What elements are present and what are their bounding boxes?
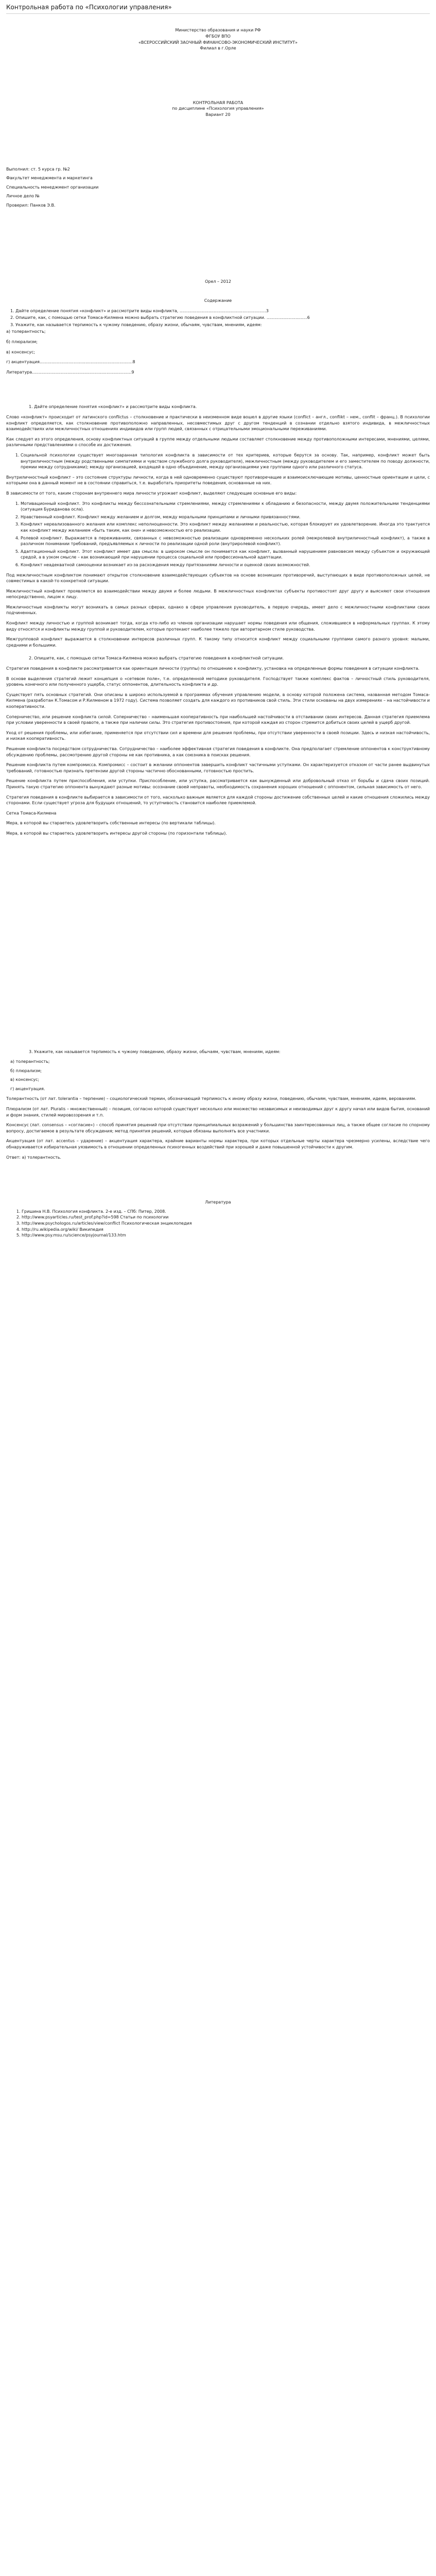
paragraph: Межличностный конфликт проявляется во взаимодействии между двумя и более людьми. В межличностных конфликтах субъекты противостоят друг другу и выясняют свои отношения непосредственно, лицом к лицу. [6,588,430,600]
variant-line: Вариант 20 [205,112,231,117]
option-b: б) плюрализм; [10,1068,42,1073]
title-page [6,19,430,284]
discipline-line: по дисциплине «Психология управления» [172,106,264,111]
specialty-line: Специальность менеджмент организации [6,184,99,190]
section-1-heading: 1. Дайте определение понятия «конфликт» и рассмотрите виды конфликта. [29,404,197,410]
ministry-line: Министерство образования и науки РФ [175,28,261,33]
section-3-heading: 3. Укажите, как называется терпимость к чужому поведению, образу жизни, обычаям, чувствам, мнениям, идеям: [29,1049,281,1054]
paragraph: Как следует из этого определения, основу конфликтных ситуаций в группе между отдельными людьми составляет столкновение между противоположными интересами, мнениями, целями, различными представлениями о способе их достижения. [6,436,430,448]
paragraph: В зависимости от того, каким сторонам внутреннего мира личности угрожает конфликт, выделяют следующие основные его виды: [6,490,297,496]
paragraph: Стратегия поведения в конфликте рассматривается как ориентация личности (группы) по отношению к конфликту, установка на определенные формы поведения в ситуации конфликта. [6,666,420,671]
toc-literature: Литература............................................................................9 [6,369,134,375]
toc-option-d: г) акцентуация.......................................................................8 [6,360,135,365]
list-item: 4. Ролевой конфликт. Выражается в переживаниях, связанных с невозможностью реализации одновременно нескольких ролей (межролевой внутриличностный конфликт), а также в различном понимании требований, предъявляемых к личности по реализации одной роли (внутриролевой конфликт). [21,535,430,547]
paragraph: Существует пять основных стратегий. Они описаны в широко используемой в программах обучения управлению модели, в основу которой положена система, названная методом Томаса-Килмена (разработан К.Томасом и Р.Килменом в 1972 году). Система позволяет создать для каждого из противников свой стиль. Эти стили основаны на двух измерениях – на настойчивости и кооперативности. [6,692,430,709]
paragraph: Под межличностным конфликтом понимают открытое столкновение взаимодействующих субъектов на основе возникших противоречий, выступающих в виде противоположных целей, не совместимых в какой-то конкретной ситуации. [6,572,430,584]
branch-line: Филиал в г.Орле [200,46,236,51]
grid-caption: Сетка Томаса-Килмена [6,810,57,816]
paragraph: Уход от решения проблемы, или избегание, применяется при отсутствии сил и времени для решения проблемы, при отсутствии уверенности в своей позиции. Здесь и низкая настойчивость, и низкая кооперативность. [6,730,430,741]
paragraph: Слово «конфликт» происходит от латинского conflictus – столкновение и практически в неизменном виде вошел в другие языки (conflict – англ., conflikt – нем., conflit – франц.). В психологии конфликт определяется, как столкновение противоположно направленных, несовместимых друг с другом тенденций в сознании отдельно взятого индивида, в межличностных взаимодействиях или межличностных отношениях индивидов или групп людей, связанных с отрицательными эмоциональными переживаниями. [6,415,430,432]
paragraph: Решение конфликта путем приспособления, или уступки. Приспособление, или уступка, рассматривается как вынужденный или добровольный отказ от борьбы и сдача своих позиций. Принять такую стратегию оппонента вынуждают разные мотивы: осознание своей неправоты, необходимость сохранения хороших отношений с оппонентом, сильная зависимость от него. [6,778,430,789]
paragraph: Решение конфликта посредством сотрудничества. Сотрудничество – наиболее эффективная стратегия поведения в конфликте. Она предполагает стремление оппонентов к конструктивному обсуждению проблемы, рассмотрению другой стороны не как противника, а как союзника в поисках решения. [6,746,430,757]
toc-question-3: 3. Укажите, как называется терпимость к чужому поведению, образу жизни, обычаям, чувствам, мнениям, идеям: [10,322,262,327]
list-item: 2. Нравственный конфликт. Конфликт между желанием и долгом, между моральными принципами и личными привязанностями. [21,514,430,520]
contents-heading: Содержание [204,298,232,303]
paragraph: Внутриличностный конфликт – это состояние структуры личности, когда в ней одновременно существуют противоречащие и взаимоисключающие мотивы, ценностные ориентации и цели, с которыми она в данный момент не в состоянии справиться, т.е. выработать приоритеты поведения, основанные на них. [6,474,430,486]
option-a: а) толерантность; [10,1059,50,1064]
paragraph: Межличностные конфликты могут возникать в самых разных сферах, однако в сфере управления руководитель, в первую очередь, имеет дело с межличностными конфликтами своих подчиненных. [6,604,430,616]
paragraph: Толерантность (от лат. tolerantia – терпение) – социологический термин, обозначающий терпимость к иному образу жизни, поведению, обычаям, чувствам, мнениям, идеям, верованиям. [6,1096,416,1101]
paragraph: Мера, в которой вы стараетесь удовлетворить интересы другой стороны (по горизонтали таблицы). [6,831,227,836]
literature-heading: Литература [205,1200,231,1205]
record-book-line: Личное дело № [6,194,40,199]
checked-line: Проверил: Панков Э.В. [6,202,56,208]
literature-item: 3. http://www.psychologos.ru/articles/view/conflict Психологическая энциклопедия [22,1221,430,1227]
list-item: 1. Мотивационный конфликт. Это конфликты между бессознательными стремлениями, между стремлениями к обладанию и безопасности, между двумя положительными тенденциями (ситуация Буриданова осла). [21,501,430,513]
student-line: Выполнил: ст. 5 курса гр. №2 [6,166,70,172]
option-c: в) консенсус; [10,1077,40,1082]
list-item: 1. Социальной психологии существует многоаранная типология конфликта в зависимости от тех критериев, которые берутся за основу. Так, например, конфликт может быть внутриличностным (между родственными симпатиями и чувством служебного долга руководителя), межличностным (между руководителем и его заместителем по поводу должности, премии между сотрудниками); между организацией, входящей в одно объединение, между организациями уже группами одного или различного статуса. [21,452,430,470]
document-page [0,0,436,1259]
paragraph: Конфликт между личностью и группой возникает тогда, когда кто-либо из членов организации нарушает нормы поведения или общения, сложившиеся в неформальных группах. К этому виду относятся и конфликты между группой и руководителем, которые протекают наиболее тяжело при авторитарном стиле руководства. [6,621,430,632]
toc-option-b: б) плюрализм; [6,340,38,345]
literature-item: 4. http://ru.wikipedia.org/wiki/ Википедия [22,1227,430,1233]
list-item: 5. Адаптационный конфликт. Этот конфликт имеет два смысла: в широком смысле он понимается как конфликт, вызванный нарушением равновесия между субъектом и окружающей средой, а в узком смысле – как возникающий при нарушении процесса социальной или профессиональной адаптации. [21,549,430,561]
section-2-heading: 2. Опишите, как, с помощью сетки Томаса-Килмена можно выбрать стратегию поведения в конфликтной ситуации. [29,656,284,661]
paragraph: Межгрупповой конфликт выражается в столкновении интересов различных групп. К такому типу относится конфликт между социальными группами самого разного уровня: малыми, средними и большими. [6,637,430,648]
work-type: КОНТРОЛЬНАЯ РАБОТА [193,100,243,105]
section-2 [6,666,430,836]
section-3 [6,1049,430,1161]
contents [6,290,430,375]
section-1 [6,404,430,662]
document-header: Контрольная работа по «Психологии управления» [6,3,430,14]
faculty-line: Факультет менеджмента и маркетинга [6,176,93,181]
toc-option-a: а) толерантность; [6,329,46,334]
institute-line: «ВСЕРОССИЙСКИЙ ЗАОЧНЫЙ ФИНАНСОВО-ЭКОНОМИЧЕСКИЙ ИНСТИТУТ» [138,40,298,45]
toc-option-c: в) консенсус; [6,349,36,354]
literature-item: 5. http://www.psy.msu.ru/science/psyjournal/133.htm [22,1232,430,1239]
fgbou-line: ФГБОУ ВПО [205,33,231,39]
paragraph: Соперничество, или решение конфликта силой. Соперничество – наименьшая кооперативность при наибольшей настойчивости в отстаивании своих интересов. Данная стратегия приемлема при условии уверенности в своей правоте, а также при наличии силы. Это стратегия противостояния, при которой каждая из сторон стремится добиться своих целей в ущерб другой. [6,714,430,725]
toc-question-1: 1. Дайте определение понятия «конфликт» и рассмотрите виды конфликта, ..................................................................3 [10,308,269,313]
literature [6,1199,430,1239]
paragraph: Решение конфликта путем компромисса. Компромисс – состоит в желании оппонентов завершить конфликт частичными уступками. Он характеризуется отказом от части ранее выдвинутых требований, готовностью признать претензии другой стороны частично обоснованными, готовностью простить. [6,762,430,773]
city-year: Орел – 2012 [205,279,231,284]
paragraph: В основе выделения стратегий лежит концепция о «сетевом поле», т.е. определенной методике руководителя. Господствует также комплекс фактов – личностный стиль руководителя, уровень конечного или полученного ущерба, статус оппонентов, длительность конфликта и др. [6,676,430,687]
paragraph: Мера, в которой вы стараетесь удовлетворить собственные интересы (по вертикали таблицы). [6,821,216,826]
paragraph: Акцентуация (от лат. accentus – ударение) – акцентуация характера, крайние варианты нормы характера, при которых отдельные черты характера чрезмерно усилены, вследствие чего обнаруживается избирательная уязвимость в отношении определенных психогенных воздействий при хорошей и даже повышенной устойчивости к другим. [6,1139,430,1150]
paragraph: Плюрализм (от лат. Pluralis – множественный) – позиция, согласно которой существует несколько или множество независимых и неизводимых друг к другу начал или видов бытия, оснований и форм знания, стилей мировоззрения и т.п. [6,1107,430,1117]
list-item: 6. Конфликт неадекватной самооценки возникает из-за расхождения между притязаниями личности и оценкой своих возможностей. [21,562,430,568]
literature-item: 1. Гришина Н.В. Психология конфликта. 2-е изд. – СПб: Питер, 2008. [22,1209,430,1215]
answer: Ответ: а) толерантность. [6,1155,61,1160]
paragraph: Стратегия поведения в конфликте выбирается в зависимости от того, насколько важным является для каждой стороны достижение собственных целей и какие отношения сложились между сторонами. Если существует угроза для будущих отношений, то уступчивость становится наиболее приемлемой. [6,794,430,806]
paragraph: Консенсус (лат. consensus – «согласие») – способ принятия решений при отсутствии принципиальных возражений у большинства заинтересованных лиц, а также общее согласие по спорному вопросу, достигаемое в результате обсуждения; метод принятия решений, которые обязаны выполнять все участники. [6,1123,430,1133]
toc-question-2: 2. Опишите, как, с помощью сетки Томаса-Килмена можно выбрать стратегию поведения в конфликтной ситуации. ...............................6 [10,315,310,320]
literature-item: 2. http://www.psyarticles.ru/test_prof.php?id=598 Статьи по психологии [22,1214,430,1221]
list-item: 3. Конфликт нереализованного желания или комплекс неполноценности. Это конфликт между желаниями и реальностью, которая блокирует их удовлетворение. Иногда это трактуется как конфликт между желанием «быть таким, как они» и невозможностью его реализации. [21,521,430,533]
option-d: г) акцентуация. [10,1086,45,1091]
